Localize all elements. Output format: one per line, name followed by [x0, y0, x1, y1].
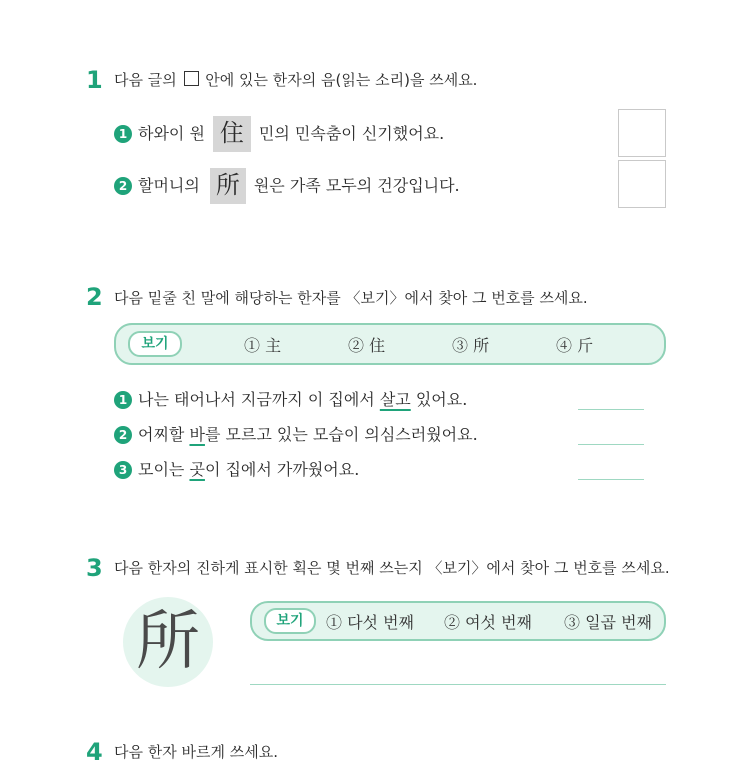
question-3-instruction: 다음 한자의 진하게 표시한 획은 몇 번째 쓰는지 〈보기〉에서 찾아 그 번호를 쓰세요. [114, 559, 670, 577]
q2-item-1 [114, 389, 467, 411]
q1-item-2 [114, 168, 460, 204]
item-marker: 1 [114, 125, 132, 143]
q2-option-3: ③ 所 [452, 336, 490, 355]
q2-item-2-before: 어찌할 [138, 425, 190, 444]
q3-option-2: ② 여섯 번째 [444, 613, 532, 632]
q2-answer-line-3[interactable] [578, 479, 644, 480]
q1-item-1 [114, 116, 444, 152]
item-marker: 3 [114, 461, 132, 479]
question-4-instruction: 다음 한자 바르게 쓰세요. [114, 743, 278, 761]
q2-bogi-label: 보기 [128, 331, 182, 357]
q2-item-2-after: 를 모르고 있는 모습이 의심스러웠어요. [204, 425, 478, 444]
q1-item-2-before: 할머니의 [138, 176, 200, 195]
q3-bogi-label: 보기 [264, 608, 316, 634]
q2-option-4: ④ 斤 [556, 336, 594, 355]
blank-square-icon [184, 71, 199, 86]
q2-item-3-after: 이 집에서 가까웠어요. [204, 460, 360, 479]
item-marker: 2 [114, 426, 132, 444]
q2-option-2: ② 住 [348, 336, 386, 355]
q1-item-2-hanja: 所 [210, 168, 246, 204]
q2-item-1-before: 나는 태어나서 지금까지 이 집에서 [138, 390, 380, 409]
q3-answer-line[interactable] [250, 684, 666, 685]
q3-hanja: 所 [136, 605, 200, 679]
q2-item-3-underlined: 곳 [189, 460, 205, 479]
q2-option-1: ① 主 [244, 336, 282, 355]
q1-instruction-before: 다음 글의 [114, 71, 177, 89]
q1-instruction-after: 안에 있는 한자의 음(읽는 소리)을 쓰세요. [205, 71, 478, 89]
q1-answer-box-2[interactable] [618, 160, 666, 208]
q2-item-3 [114, 459, 359, 481]
q2-answer-line-1[interactable] [578, 409, 644, 410]
question-2-instruction: 다음 밑줄 친 말에 해당하는 한자를 〈보기〉에서 찾아 그 번호를 쓰세요. [114, 289, 588, 307]
q1-answer-box-1[interactable] [618, 109, 666, 157]
q3-option-3: ③ 일곱 번째 [564, 613, 652, 632]
question-1-number: 1 [86, 66, 103, 94]
q1-item-2-after: 원은 가족 모두의 건강입니다. [253, 176, 460, 195]
q2-answer-line-2[interactable] [578, 444, 644, 445]
q2-item-2 [114, 424, 478, 446]
q1-item-1-before: 하와이 원 [138, 124, 205, 143]
q1-item-1-hanja: 住 [213, 116, 251, 152]
q2-item-1-after: 있어요. [410, 390, 468, 409]
question-2-number: 2 [86, 283, 103, 311]
q2-item-2-underlined: 바 [189, 425, 205, 444]
q1-item-1-after: 민의 민속춤이 신기했어요. [258, 124, 445, 143]
item-marker: 2 [114, 177, 132, 195]
question-3-number: 3 [86, 554, 103, 582]
question-1-instruction [114, 70, 477, 90]
q3-option-1: ① 다섯 번째 [326, 613, 414, 632]
q2-item-3-before: 모이는 [138, 460, 190, 479]
question-4-number: 4 [86, 738, 103, 766]
item-marker: 1 [114, 391, 132, 409]
q2-item-1-underlined: 살고 [379, 390, 411, 409]
